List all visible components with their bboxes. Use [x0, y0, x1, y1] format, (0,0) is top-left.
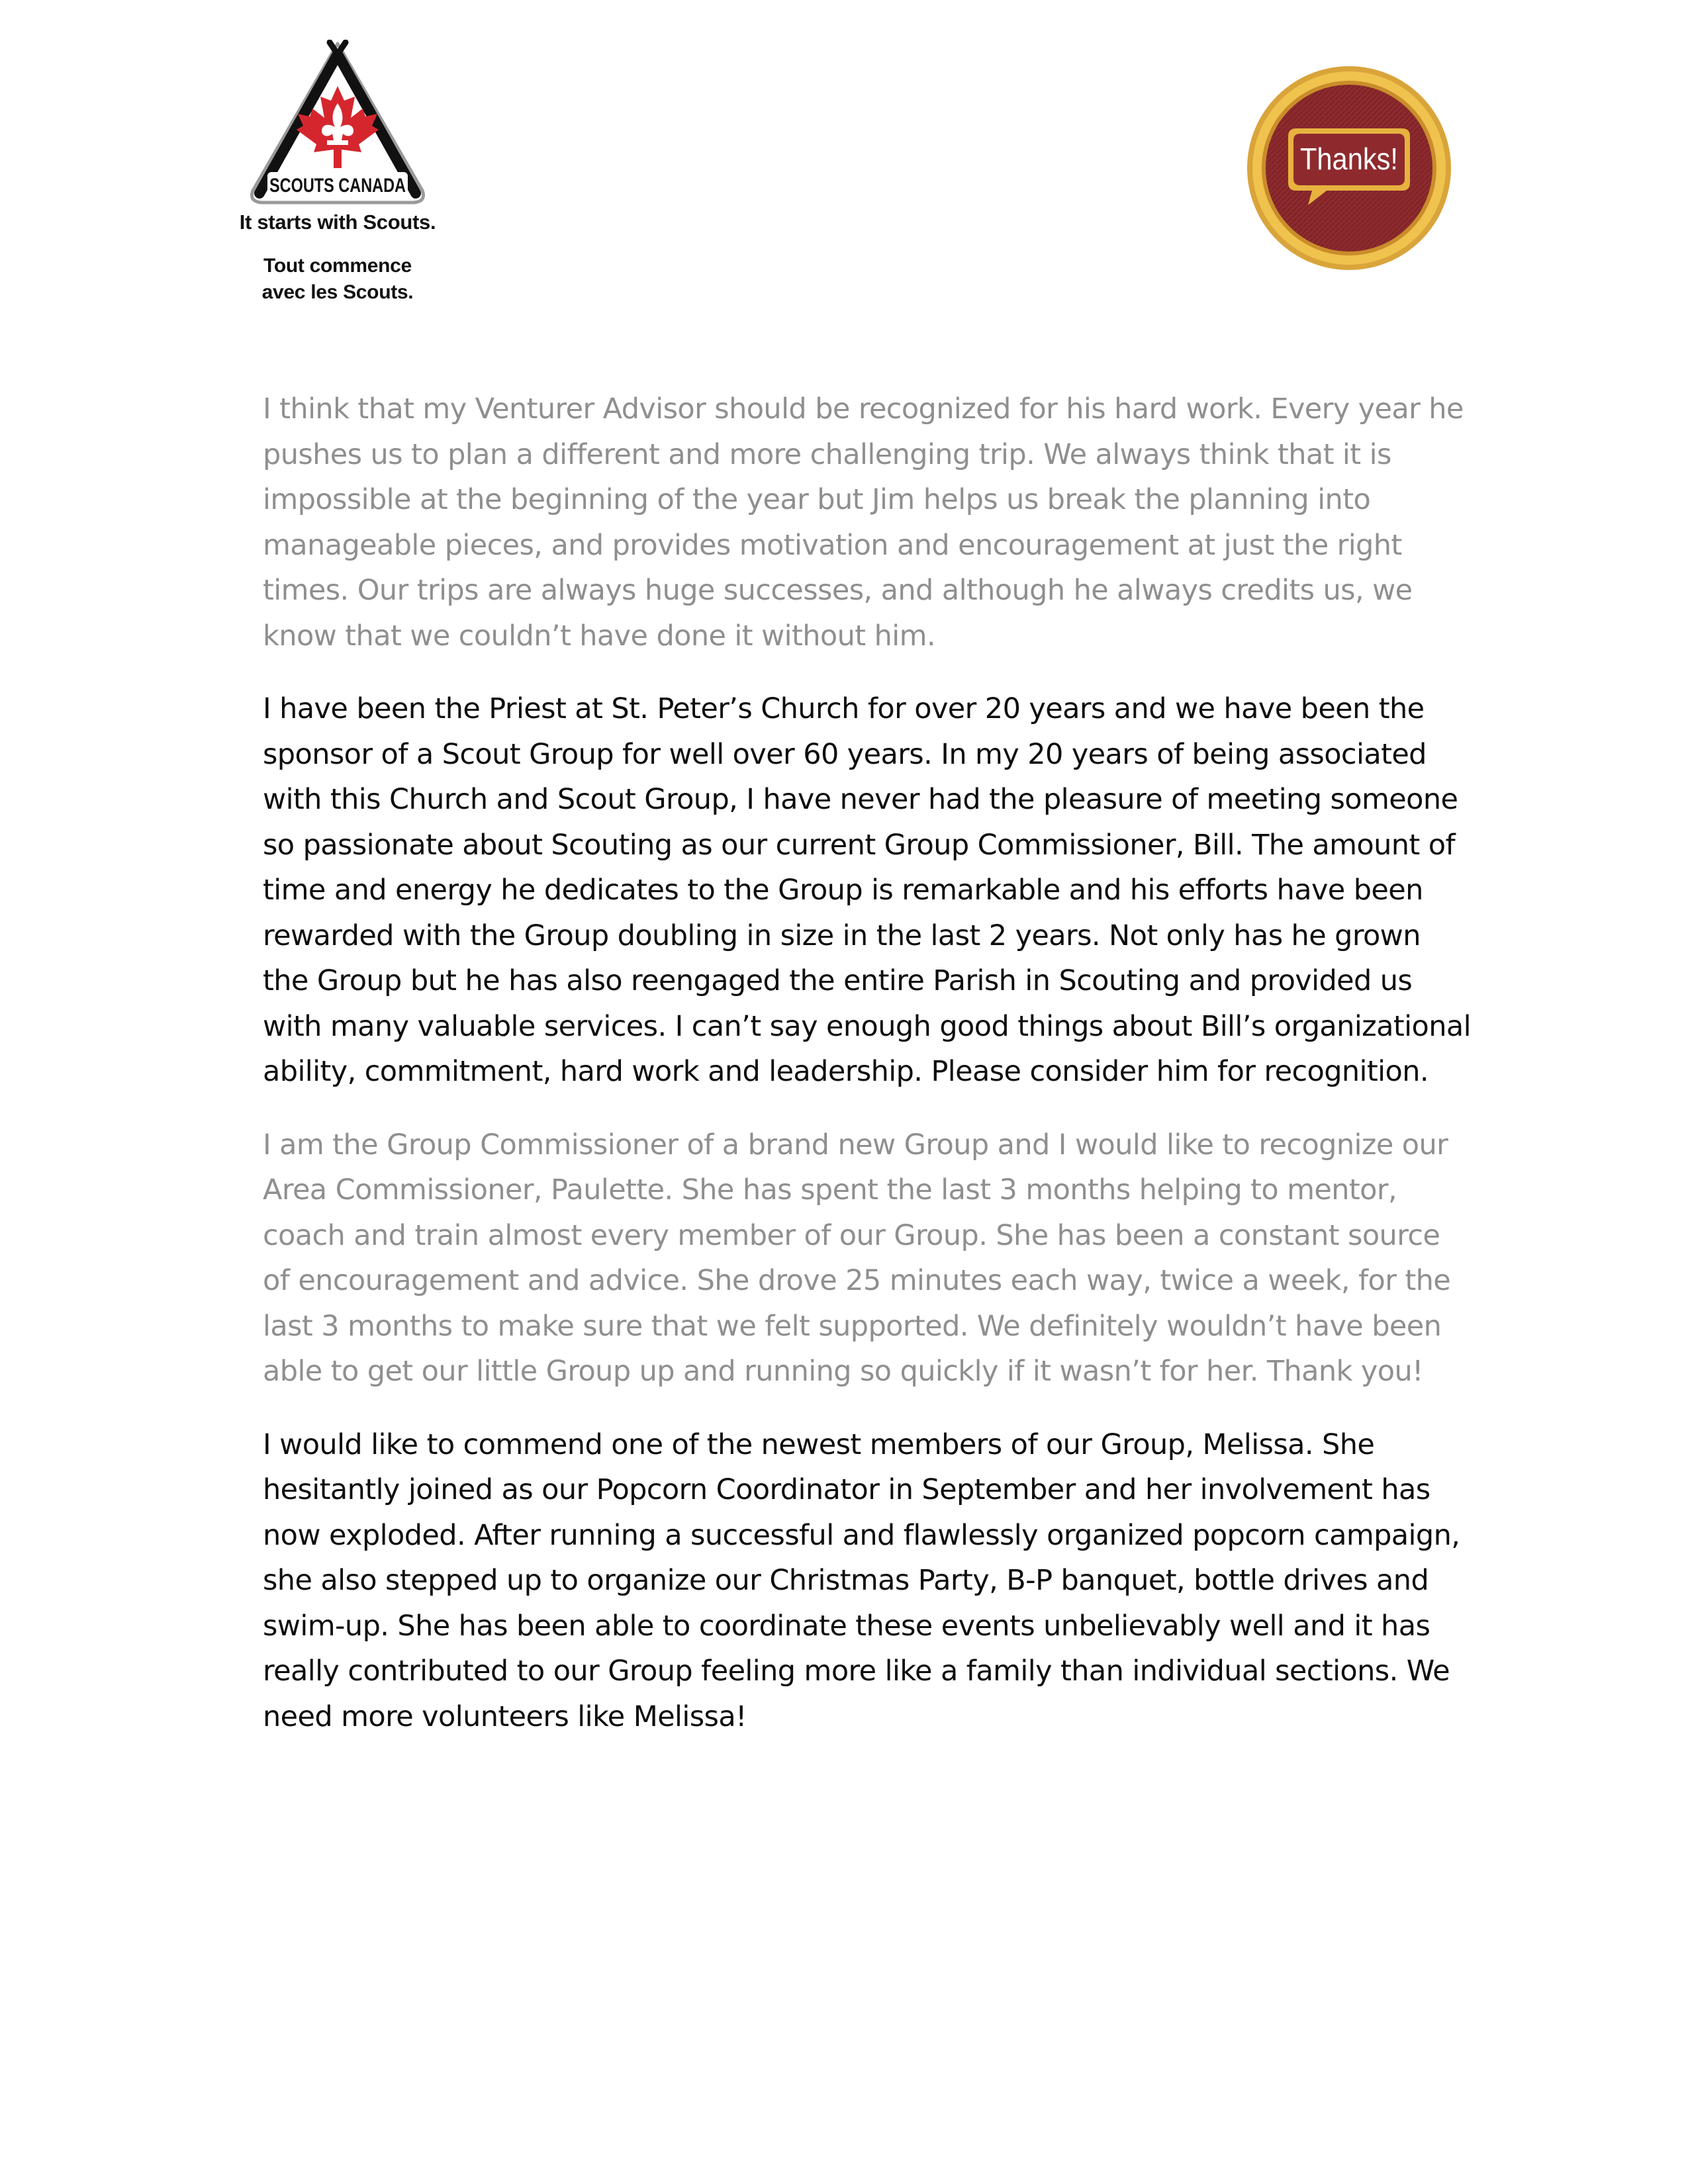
thanks-badge-icon	[1244, 64, 1454, 273]
logo-tagline-en: It starts with Scouts.	[239, 210, 436, 234]
paragraph-line: the Group but he has also reengaged the entire Parish in Scouting and provided us	[263, 964, 1413, 997]
testimonial-paragraph	[263, 1422, 1460, 1740]
paragraph-line: I am the Group Commissioner of a brand new Group and I would like to recognize our	[263, 1128, 1448, 1161]
paragraph-line: need more volunteers like Melissa!	[263, 1700, 747, 1733]
paragraph-line: with this Church and Scout Group, I have never had the pleasure of meeting someone	[263, 783, 1458, 816]
paragraph-line: Area Commissioner, Paulette. She has spent the last 3 months helping to mentor,	[263, 1173, 1397, 1206]
paragraph-line: manageable pieces, and provides motivation and encouragement at just the right	[263, 528, 1402, 562]
paragraph-line: I have been the Priest at St. Peter’s Church for over 20 years and we have been the	[263, 692, 1425, 725]
badge-label: Thanks!	[1300, 142, 1398, 176]
logo-tagline-fr-line: Tout commence	[263, 255, 412, 277]
paragraph-line: I would like to commend one of the newest members of our Group, Melissa. She	[263, 1428, 1375, 1461]
paragraph-line: of encouragement and advice. She drove 25 minutes each way, twice a week, for the	[263, 1264, 1451, 1297]
logo-tagline-fr	[238, 253, 437, 306]
paragraph-line: really contributed to our Group feeling more like a family than individual sections. We	[263, 1655, 1450, 1688]
logo-wordmark: SCOUTS CANADA	[269, 175, 406, 197]
paragraph-line: coach and train almost every member of our Group. She has been a constant source	[263, 1218, 1440, 1252]
paragraph-line: she also stepped up to organize our Christmas Party, B-P banquet, bottle drives and	[263, 1564, 1429, 1597]
testimonial-paragraph	[263, 387, 1464, 659]
logo-tagline-fr-line: avec les Scouts.	[261, 281, 414, 303]
paragraph-line: know that we couldn’t have done it without him.	[263, 619, 935, 653]
paragraph-line: impossible at the beginning of the year but Jim helps us break the planning into	[263, 483, 1371, 516]
paragraph-line: last 3 months to make sure that we felt supported. We definitely wouldn’t have been	[263, 1309, 1442, 1343]
testimonial-paragraph	[263, 1122, 1451, 1394]
paragraph-line: time and energy he dedicates to the Group is remarkable and his efforts have been	[263, 874, 1423, 907]
paragraph-line: rewarded with the Group doubling in size in the last 2 years. Not only has he grown	[263, 919, 1421, 952]
paragraph-line: hesitantly joined as our Popcorn Coordinator in September and her involvement has	[263, 1473, 1430, 1506]
testimonials	[263, 387, 1471, 1767]
paragraph-line: pushes us to plan a different and more challenging trip. We always think that it is	[263, 437, 1391, 471]
paragraph-line: sponsor of a Scout Group for well over 60 years. In my 20 years of being associated	[263, 737, 1427, 771]
scouts-canada-emblem-icon	[245, 40, 430, 215]
paragraph-line: ability, commitment, hard work and leadership. Please consider him for recognition.	[263, 1055, 1429, 1088]
paragraph-line: able to get our little Group up and running so quickly if it wasn’t for her. Thank you!	[263, 1355, 1423, 1388]
testimonial-paragraph	[263, 686, 1471, 1095]
paragraph-line: I think that my Venturer Advisor should be recognized for his hard work. Every year he	[263, 392, 1464, 426]
paragraph-line: now exploded. After running a successful and flawlessly organized popcorn campaign,	[263, 1518, 1460, 1552]
paragraph-line: times. Our trips are always huge successes, and although he always credits us, we	[263, 574, 1413, 607]
paragraph-line: with many valuable services. I can’t say enough good things about Bill’s organizational	[263, 1009, 1471, 1043]
paragraph-line: swim-up. She has been able to coordinate these events unbelievably well and it has	[263, 1609, 1430, 1643]
paragraph-line: so passionate about Scouting as our current Group Commissioner, Bill. The amount of	[263, 828, 1456, 862]
